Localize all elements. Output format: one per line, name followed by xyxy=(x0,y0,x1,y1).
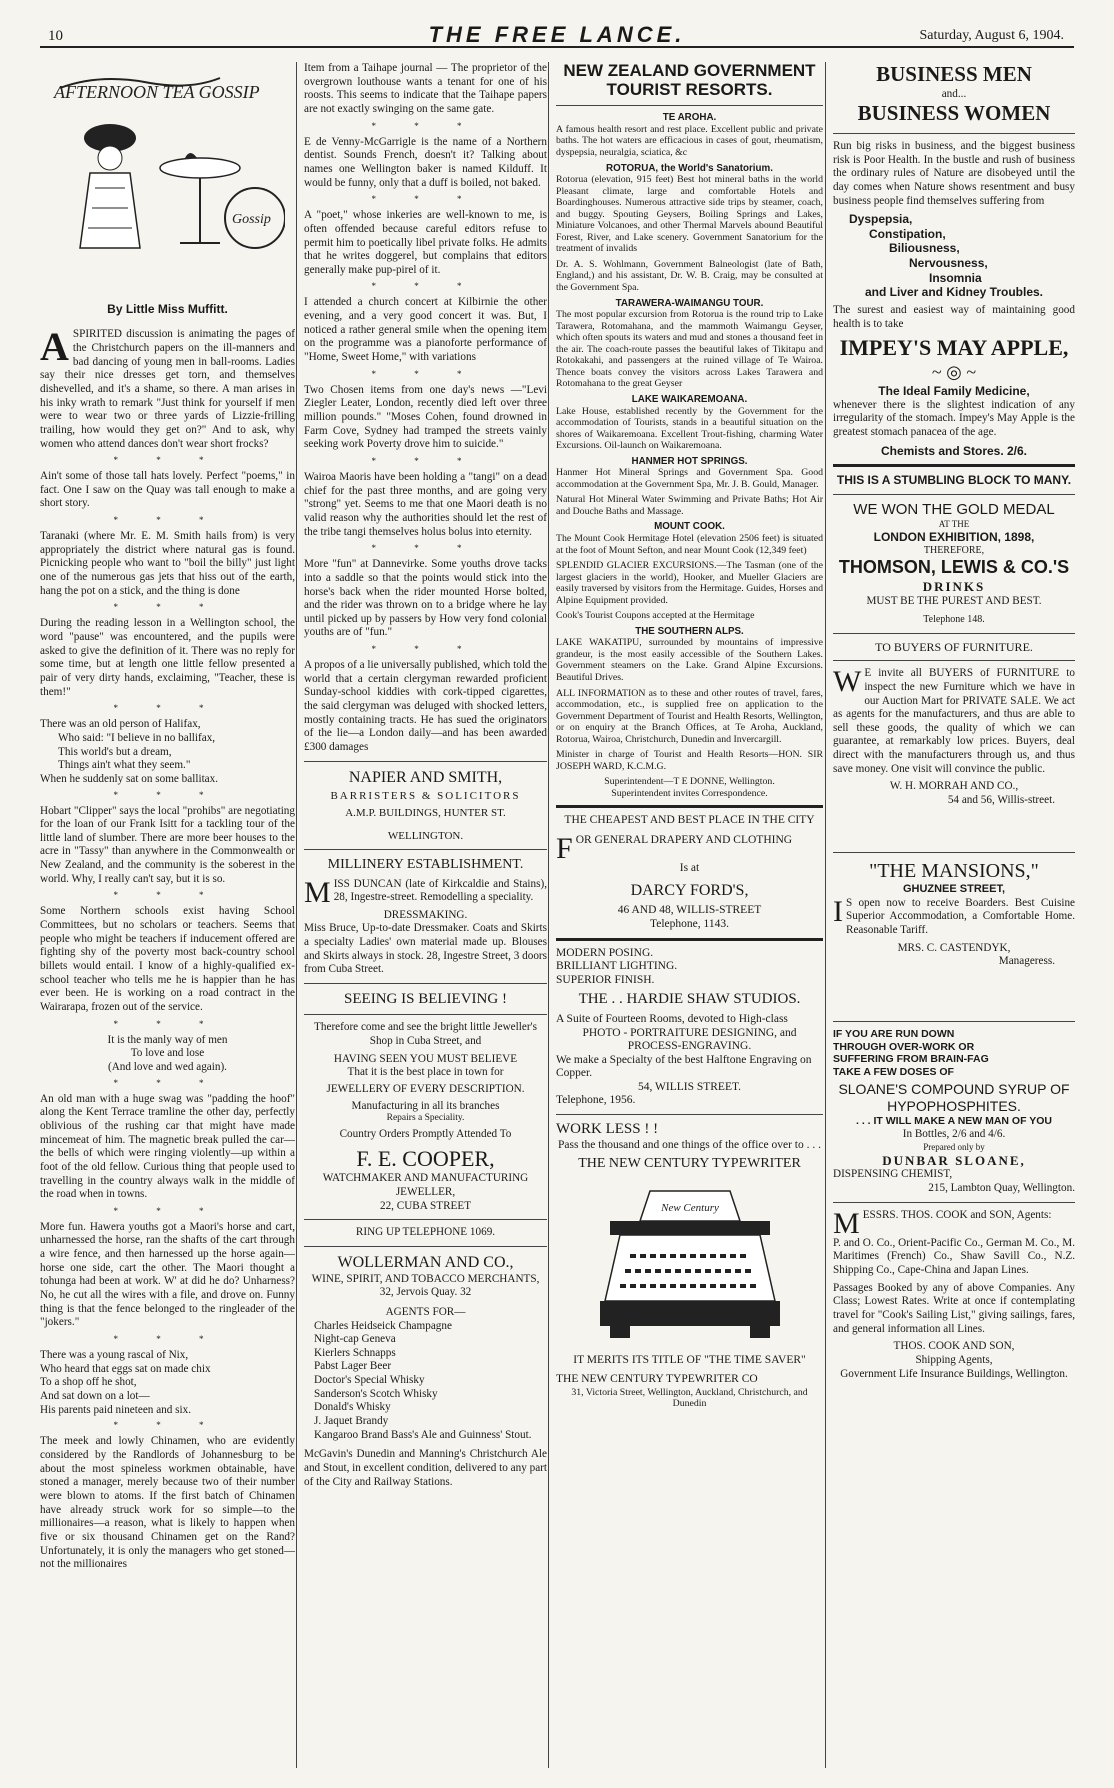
illustration-lettering: AFTERNOON TEA GOSSIP xyxy=(54,82,260,102)
drop-cap: A xyxy=(40,324,69,370)
page-header xyxy=(40,18,1074,48)
ad-stumbling-block: THIS IS A STUMBLING BLOCK TO MANY. xyxy=(836,473,1072,488)
separator-stars: * * * xyxy=(371,368,480,379)
ad-millinery: MILLINERY ESTABLISHMENT. MISS DUNCAN (late of Kirkcaldie and Stains), 28, Ingestre-street. Remodelling a speciality. DRESSMAKING. Miss Bruce, Up-to-date Dressmaker. Coats and Skirts a specialty Ladies' own material made up. Blouses and Skirts always in stock. 28, Ingestre Street, 3 doors from Cuba Street. xyxy=(304,857,547,976)
article-paragraph: Taranaki (where Mr. E. M. Smith hails from) is very appropriately the district where natural gas is found. Picnicking people who want to "boil the billy" just light one of the numerous gas jets that hiss out of the earth, hang the pot on a stick, and the thing is done xyxy=(40,530,295,597)
separator-stars: * * * xyxy=(113,455,222,466)
agent-item: Donald's Whisky xyxy=(314,1401,391,1414)
agent-item: Charles Heidseick Champagne xyxy=(314,1319,452,1332)
divider xyxy=(304,1246,547,1247)
divider xyxy=(304,849,547,850)
ad-furniture: TO BUYERS OF FURNITURE. W E invite all BUYERS of FURNITURE to inspect the new Furniture which we have in our Auction Mart for PRIVATE SALE. We act as agents for the manufacturers, and thus are able to sell these goods, the quality of which we can guarantee, at remarkably low prices. Buyers, deal direct with the manufacturers through us, and thus save money. One visit will convince the public. W. H. MORRAH AND CO., 54 and 56, Willis-street. xyxy=(833,639,1075,807)
article-paragraph: An old man with a huge swag was "padding the hoof" along the Kent Terrace tramline the other day, perfectly oblivious of the rushing car that might have made mincemeat of him. The magnetic break pulled the car—the bells of which were ringing violently—up within a foot of the old fellow. Curious thing that people used to travelling in the country always walk in the middle of the road when in towns. xyxy=(40,1092,295,1201)
article-paragraph: I attended a church concert at Kilbirnie the other evening, and a very good concert it was. But, I noticed a rather general smile when the opening item on the programme was a pianoforte performance of "Home, Sweet Home," with variations xyxy=(304,296,547,364)
separator-stars: * * * xyxy=(113,1077,222,1088)
agent-item: Sanderson's Scotch Whisky xyxy=(314,1387,438,1400)
agent-item: Pabst Lager Beer xyxy=(314,1360,392,1373)
verse-halifax: There was an old person of Halifax, Who said: "I believe in no ballifax, This world's but a dream, Things ain't what they seem." When he suddenly sat on some ballitax. xyxy=(40,718,219,785)
separator-stars: * * * xyxy=(113,1205,222,1216)
separator-stars: * * * xyxy=(371,120,480,131)
agent-item: J. Jaquet Brandy xyxy=(314,1415,389,1428)
ad-wollerman: WOLLERMAN AND CO., WINE, SPIRIT, AND TOBACCO MERCHANTS, 32, Jervois Quay. 32 AGENTS FOR— Charles Heidseick Champagne Night-cap Geneva Kierlers Schnapps Pabst Lager Beer Doctor's Special Whisky Sanderson's Scotch Whisky Donald's Whisky J. Jaquet Brandy Kangaroo Brand Bass's Ale and Guinness' Stout. McGavin's Dunedin and Manning's Christchurch Ale and Stout, in excellent condition, delivered to any part of the City and Railway Stations. xyxy=(304,1254,547,1488)
ad-impeys-may-apple: BUSINESS MEN and... BUSINESS WOMEN Run big risks in business, and the biggest business risk is Poor Health. In the bustle and rush of business the ordinary rules of Nature are disobeyed until the day comes when Nature shows resentment and busy business people find themselves suffering from Dyspepsia, Constipation, Biliousness, Nervousness, Insomnia and Liver and Kidney Troubles. The surest and easiest way of maintaining good health is to take IMPEY'S MAY APPLE, ~ ◎ ~ The Ideal Family Medicine, whenever there is the slightest indication of any irregularity of the stomach. Impey's May Apple is the greatest stomach panacea of the age. Chemists and Stores. 2/6. xyxy=(833,62,1075,458)
divider xyxy=(304,761,547,762)
article-paragraph: Item from a Taihape journal — The proprietor of the overgrown louthouse wants a tenant for one of his roosts. This seems to indicate that the Taihape papers are not exactly swinging on the same gate. xyxy=(304,62,547,115)
ad-napier-smith: NAPIER AND SMITH, BARRISTERS & SOLICITORS A.M.P. BUILDINGS, HUNTER ST. WELLINGTON. xyxy=(330,768,521,843)
section-heading: THE SOUTHERN ALPS. xyxy=(635,625,744,637)
article-paragraph: Some Northern schools exist having School Committees, but no scholars or teachers. Seems that people who might be teachers if inducement offered are fighting shy of the poverty most back-country school billets would entail. I know of a highly-qualified ex-school teacher who tells me he is happier than he has ever been. He is working on a road contract in the Wairarapa, frozen out of the service. xyxy=(40,905,295,1013)
page-number: 10 xyxy=(48,28,63,44)
separator-stars: * * * xyxy=(113,703,222,714)
afternoon-tea-illustration xyxy=(40,68,285,283)
column-gossip xyxy=(40,62,295,1768)
article-paragraph: Ain't some of those tall hats lovely. Perfect "poems," in fact. One I saw on the Quay was tall enough to make a short story. xyxy=(40,470,295,510)
section-heading: LAKE WAIKAREMOANA. xyxy=(631,393,748,405)
ad-sloanes-syrup: IF YOU ARE RUN DOWN THROUGH OVER-WORK OR SUFFERING FROM BRAIN-FAG TAKE A FEW DOSES OF SLOANE'S COMPOUND SYRUP OF HYPOPHOSPHITES. . . . IT WILL MAKE A NEW MAN OF YOU In Bottles, 2/6 and 4/6. Prepared only by DUNBAR SLOANE, DISPENSING CHEMIST, 215, Lambton Quay, Wellington. xyxy=(833,1027,1075,1195)
column-tourist-resorts: NEW ZEALAND GOVERNMENT TOURIST RESORTS. TE AROHA. A famous health resort and rest place. Excellent public and private baths. The hot waters are efficacious in cases of gout, rheumatism, dyspepsia, neuralgia, sciatica, &c ROTORUA, the World's Sanatorium. Rotorua (elevation, 915 feet) Best hot mineral baths in the world Pleasant climate, large and comfortable Hotels and Boardinghouses. Numerous attractive side trips by steamer, coach, and buggy. Spouting Geysers, Boiling Springs and Lakes, Miniature Volcanoes, and other Thermal Marvels abound Beautiful Forest, River, and Lake scenery. Government Sanatorium for the treatment of invalids Dr. A. S. Wohlmann, Government Balneologist (late of Bath, England,) and his assistant, Dr. W. B. Craig, may be consulted at the Government Spa. TARAWERA-WAIMANGU TOUR. The most popular excursion from Rotorua is the round trip to Lake Tarawera, Rotomahana, and the mammoth Waimangu Geyser, which often spouts its waters and mud and stones a thousand feet in the air. The coach-route passes the beautiful lakes of Tikitapu and Rotokakahi, and passengers at the ruined village of Te Wairoa. Thence boats convey the visitors across Lakes Tarawera and Rotomahana to the great Geyser LAKE WAIKAREMOANA. Lake House, established recently by the Government for the accommodation of Tourists, stands in a beautiful situation on the shores of Waikaremoana. Excellent Trout-fishing, charming Water Excursions. Oil-launch on Waikaremoana. HANMER HOT SPRINGS. Hanmer Hot Mineral Springs and Government Spa. Good accommodation at the Government Spa, Mr. J. B. Gould, Manager. Natural Hot Mineral Water Swimming and Private Baths; Hot Air and Douche Baths and Massage. MOUNT COOK. The Mount Cook Hermitage Hotel (elevation 2506 feet) is situated at the foot of Mount Sefton, and near Mount Cook (12,349 feet) SPLENDID GLACIER EXCURSIONS.—The Tasman (one of the largest glaciers in the world), Hooker, and Mueller Glaciers are easily traversed by visitors from the Hermitage. Guides, Horses and Alpine Equipment provided. Cook's Tourist Coupons accepted at the Hermitage THE SOUTHERN ALPS. LAKE WAKATIPU, surrounded by mountains of impressive grandeur, is the most easily accessible of the Southern Lakes. Government steamers on the Lake. Grand Alpine Excursions. Beautiful Drives. ALL INFORMATION as to these and other routes of travel, fares, accommodation, etc., is supplied free on application to the Government Department of Tourist and Health Resorts, Wellington, or on enquiry at the Branch Offices, at Te Aroha, Auckland, Rotorua, Wairoa, Christchurch, Dunedin and Invercargill. Minister in charge of Tourist and Health Resorts—HON. SIR JOSEPH WARD, K.C.M.G. Superintendent—T E DONNE, Wellington. Superintendent invites Correspondence. THE CHEAPEST AND BEST PLACE IN THE CITY FOR GENERAL DRAPERY AND CLOTHING Is at DARCY FORD'S, 46 AND 48, WILLIS-STREET Telephone, 1143. MODERN POSING. BRILLIANT LIGHTING. SUPERIOR FINISH. THE . . HARDIE SHAW STUDIOS. A Suite of Fourteen Rooms, devoted to High-class PHOTO - PORTRAITURE DESIGNING, and PROCESS-ENGRAVING. We make a Specialty of the best Halftone Engraving on Copper. 54, WILLIS STREET. Telephone, 1956. WORK LESS ! ! Pass the thousand and one things of the office over to . . . THE NEW CENTURY TYPEWRITER New Century IT MERITS ITS TITLE OF "THE TIME SAVER" THE NEW CENTURY TYPEWRITER CO 31, Victoria Street, Wellington, Auckland, Christchurch, and Dunedin xyxy=(548,62,823,1768)
ad-thomson-lewis: WE WON THE GOLD MEDAL AT THE LONDON EXHIBITION, 1898, THEREFORE, THOMSON, LEWIS & CO.'S DRINKS MUST BE THE PUREST AND BEST. Telephone 148. xyxy=(838,500,1070,626)
ad-new-century-typewriter: WORK LESS ! ! Pass the thousand and one things of the office over to . . . THE NEW CENTURY TYPEWRITER New Century IT MERITS ITS TITLE OF "THE TIME SAVER" THE NEW CENTURY TYPEWRITER CO 31, Victoria Street, Wellington, Auckland, Christchurch, and Dunedin xyxy=(556,1120,821,1410)
separator-stars: * * * xyxy=(371,281,480,292)
agent-item: Doctor's Special Whisky xyxy=(314,1374,425,1387)
verse-manly: It is the manly way of men To love and lose (And love and wed again). xyxy=(107,1033,228,1073)
article-paragraph: More fun. Hawera youths got a Maori's horse and cart, unharnessed the horse, ran the shafts of the cart through a wire fence, and then harnessed up the horse again—horse one side, cart the other. The Maori thought a tohunga had been at work. W' at did he do? Unharness? No, he cut all the wires with a file, and drove on. Funny thing is that the fence belonged to the ringleader of the "jokers." xyxy=(40,1220,295,1329)
separator-stars: * * * xyxy=(371,543,480,554)
section-heading: MOUNT COOK. xyxy=(654,521,725,533)
article-paragraph: A "poet," whose inkeries are well-known to me, is often offended because careful editors refuse to permit him to poetically libel private folks. He admits that he writes doggerel, but complains that editors generally make pup-pirel of it. xyxy=(304,209,547,276)
column-advertisements xyxy=(825,62,1075,1768)
separator-stars: * * * xyxy=(113,1420,222,1431)
typewriter-brand: New Century xyxy=(660,1201,719,1214)
section-heading: HANMER HOT SPRINGS. xyxy=(631,455,748,467)
section-heading: TE AROHA. xyxy=(662,112,717,124)
article-paragraph: More "fun" at Dannevirke. Some youths drove tacks into a saddle so that the points would stick into the horse's back when the rider mounted Horse bolted, and the rider was thrown on to a bridge where he lay until picked up by passers by How very fond colonial youths are of "fun." xyxy=(304,558,547,639)
section-heading: ROTORUA, the World's Sanatorium. xyxy=(606,162,773,174)
article-paragraph: E de Venny-McGarrigle is the name of a Northern dentist. Sounds French, doesn't it? Talking about names one Wellington baker is named Kilduff. It would be funny, only that a duff is boiled, not baked. xyxy=(304,135,547,189)
separator-stars: * * * xyxy=(371,644,480,655)
masthead-title: THE FREE LANCE. xyxy=(428,22,686,47)
agent-item: Kangaroo Brand Bass's Ale and Guinness' Stout. xyxy=(314,1428,532,1441)
article-paragraph: A propos of a lie universally published, which told the world that a certain clergyman rewarded proficient Sunday-school kiddies with cork-tipped cigarettes, the said clergyman was deluged with shocked letters, mostly containing tracts. He has sued the originators of the lie—a London daily—and has been awarded £300 damages xyxy=(304,659,547,754)
ornament: ~ ◎ ~ xyxy=(931,362,977,383)
agent-item: Kierlers Schnapps xyxy=(314,1346,396,1359)
separator-stars: * * * xyxy=(113,1018,222,1029)
issue-date: Saturday, August 6, 1904. xyxy=(919,28,1064,43)
article-paragraph: During the reading lesson in a Wellington school, the word "pause" was encountered, and the pupils were asked to give the definition of it. There was no reply for some time, but at length one little fellow presented a pair of very dirty hands, exclaiming, "Teacher, these is them!" xyxy=(40,617,295,698)
ad-darcy-ford: THE CHEAPEST AND BEST PLACE IN THE CITY FOR GENERAL DRAPERY AND CLOTHING Is at DARCY FORD'S, 46 AND 48, WILLIS-STREET Telephone, 1143. xyxy=(556,814,815,931)
ad-the-mansions: "THE MANSIONS," GHUZNEE STREET, I S open now to receive Boarders. Best Cuisine Superior Accommodation, a Comfortable Home. Reasonable Tariff. MRS. C. CASTENDYK, Manageress. xyxy=(833,859,1075,968)
separator-stars: * * * xyxy=(371,194,480,205)
separator-stars: * * * xyxy=(113,890,222,901)
svg-text:Gossip: Gossip xyxy=(232,212,271,227)
verse-nix: There was a young rascal of Nix, Who heard that eggs sat on made chix To a shop off he shot, And sat down on a lot— His parents paid nineteen and six. xyxy=(40,1349,211,1416)
article-paragraph: Wairoa Maoris have been holding a "tangi" on a dead chief for the past three months, and are going very "strong" yet. Seems to me that one Maori death is no valid reason why the authorities should let the rest of the tribe tangi themselves holus bolus into eternity. xyxy=(304,470,547,538)
separator-stars: * * * xyxy=(113,1334,222,1345)
ad-thos-cook: MESSRS. THOS. COOK and SON, Agents: P. and O. Co., Orient-Pacific Co., German M. Co., M. Maritimes (French) Co., Shaw Savill Co., N.Z. Shipping Co., Cape-China and Japan Lines. Passages Booked by any of above Companies. Any Class; Lowest Rates. Write at once if contemplating travel for "Cook's Sailing List," giving sailings, fares, and general information all Lines. THOS. COOK AND SON, Shipping Agents, Government Life Insurance Buildings, Wellington. xyxy=(833,1206,1075,1380)
tourist-title: NEW ZEALAND GOVERNMENT TOURIST RESORTS. xyxy=(563,62,816,99)
article-paragraph: ASPIRITED discussion is animating the pages of the Christchurch papers on the ill-manners and bad dancing of young men in ball-rooms. Ladies say their nice dresses get torn, and themselves dishevelled, and it's a shame, so there. A man arises in his inky wrath to remark "Just think for yourself if men were to wear two or three yards of Lizzie-frilling trailing, how would they get on?" And to ask, why women who attend dances don't wear short frocks? xyxy=(40,324,295,450)
column-gossip-continued xyxy=(296,62,547,1768)
separator-stars: * * * xyxy=(113,515,222,526)
ad-hardie-shaw: MODERN POSING. BRILLIANT LIGHTING. SUPERIOR FINISH. THE . . HARDIE SHAW STUDIOS. A Suite of Fourteen Rooms, devoted to High-class PHOTO - PORTRAITURE DESIGNING, and PROCESS-ENGRAVING. We make a Specialty of the best Halftone Engraving on Copper. 54, WILLIS STREET. Telephone, 1956. xyxy=(556,946,812,1107)
article-paragraph: Hobart "Clipper" says the local "prohibs" are negotiating for the loan of our Frank Isitt for a tackling tour of the little land of slumber. There are more beer houses to the acre in "Tassy" than anywhere in the Commonwealth or New Zealand, and the community is the soberest in the world. Why, I really can't say, but it is so. xyxy=(40,804,295,885)
agent-item: Night-cap Geneva xyxy=(314,1333,396,1346)
section-heading: TARAWERA-WAIMANGU TOUR. xyxy=(615,297,764,309)
typewriter-illustration xyxy=(590,1181,790,1346)
article-paragraph: Two Chosen items from one day's news —"Levi Ziegler Leater, London, recently died left over three million pounds." "Moses Cohen, found drowned in Farm Cove, Sydney had tramped the streets vainly seeking work Poverty drove him to suicide." xyxy=(304,383,547,451)
separator-stars: * * * xyxy=(113,789,222,800)
separator-stars: * * * xyxy=(371,455,480,466)
byline: By Little Miss Muffitt. xyxy=(107,301,228,316)
separator-stars: * * * xyxy=(113,602,222,613)
article-paragraph: The meek and lowly Chinamen, who are evidently considered by the Randlords of Johannesburg to be about the most spineless workmen obtainable, have stoned a manager, merely because two of their number were blown to atoms. If the first batch of Chinamen have already struck work for so simple—to the millionaires—a reason, what is likely to happen when five or six thousand Chinamen get on the Rand? Unfortunately, it is only the managers who get stoned—not the millionaires xyxy=(40,1435,295,1571)
divider xyxy=(304,983,547,984)
ad-cooper-jeweller: SEEING IS BELIEVING ! Therefore come and see the bright little Jeweller's Shop in Cuba Street, and HAVING SEEN YOU MUST BELIEVE That it is the best place in town for JEWELLERY OF EVERY DESCRIPTION. Manufacturing in all its branches Repairs a Speciality. Country Orders Promptly Attended To F. E. COOPER, WATCHMAKER AND MANUFACTURING JEWELLER, 22, CUBA STREET RING UP TELEPHONE 1069. xyxy=(304,990,547,1240)
